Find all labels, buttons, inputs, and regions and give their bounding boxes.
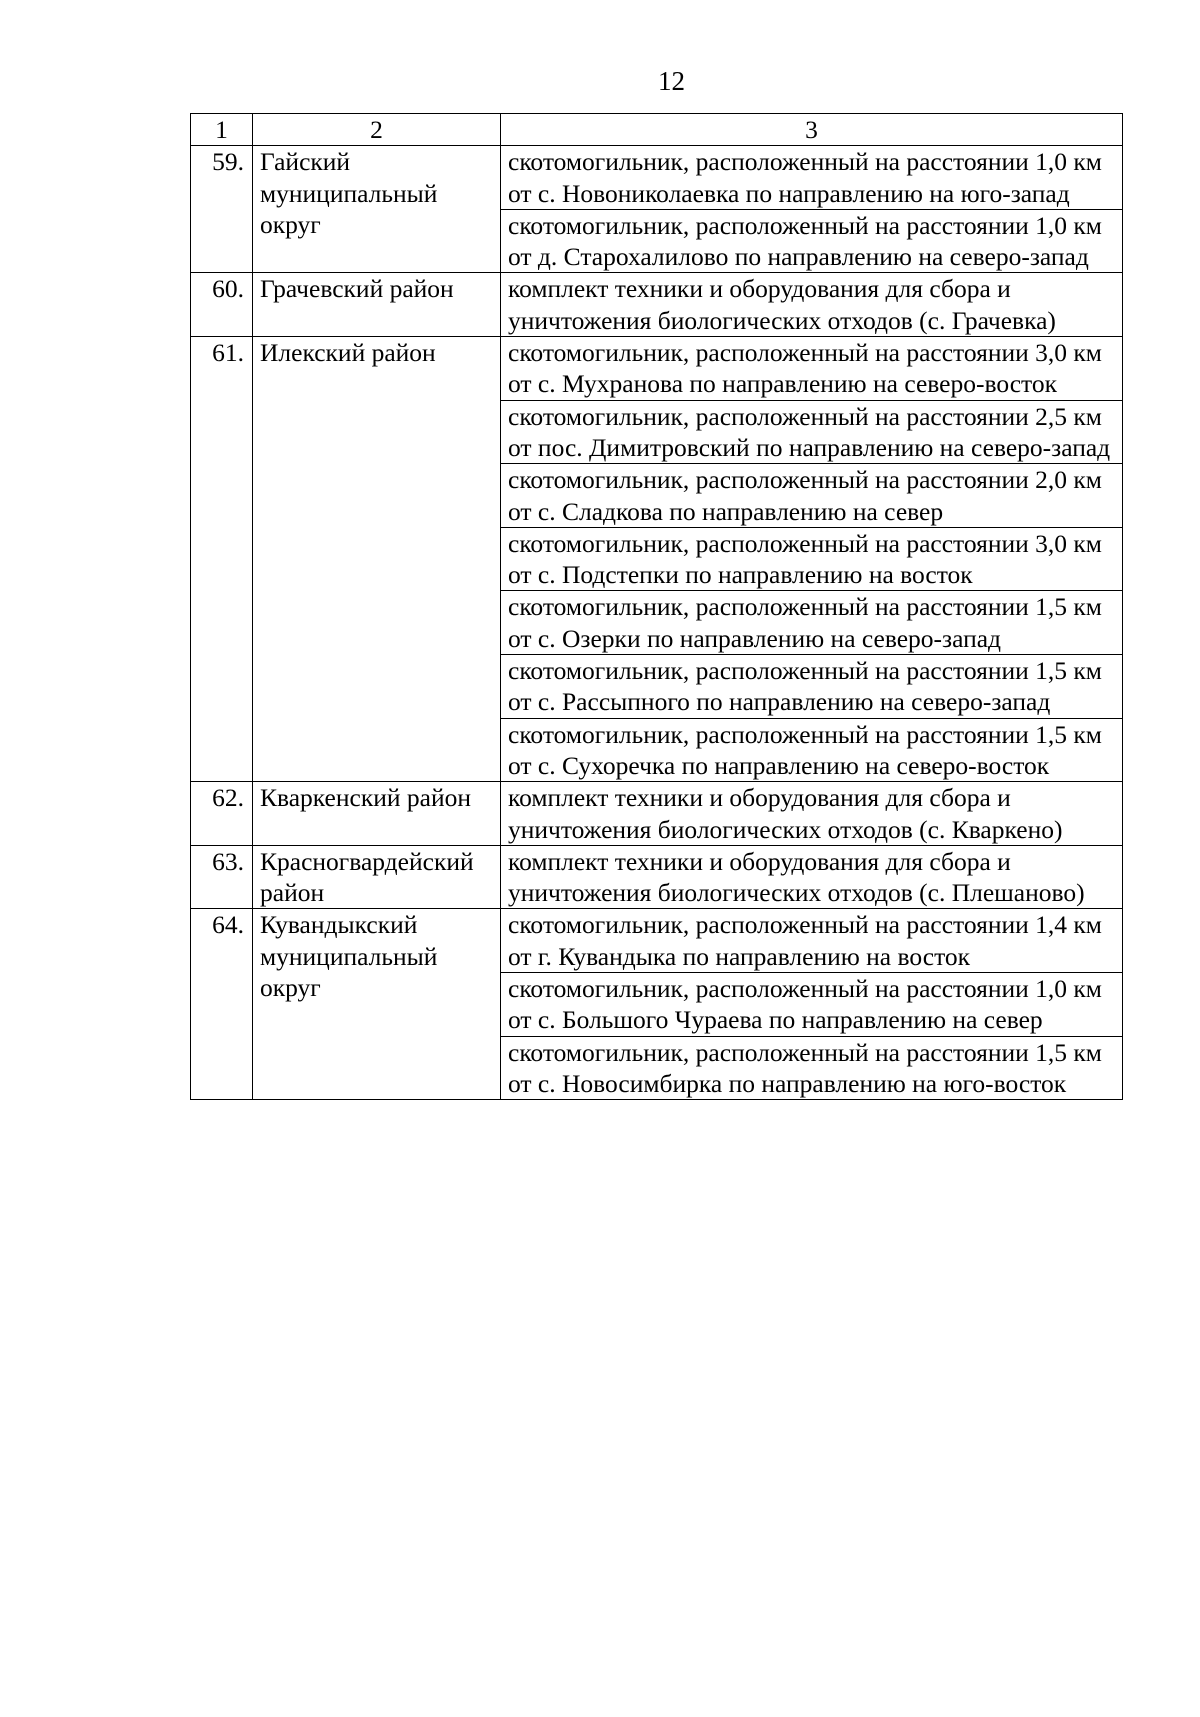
district-name: Красногвардейский район <box>253 845 501 909</box>
object-description: скотомогильник, расположенный на расстоянии 1,0 км от с. Большого Чураева по направлению на север <box>501 973 1123 1037</box>
row-number: 62. <box>191 782 253 846</box>
object-description: скотомогильник, расположенный на расстоянии 1,4 км от г. Кувандыка по направлению на восток <box>501 909 1123 973</box>
object-description: комплект техники и оборудования для сбора и уничтожения биологических отходов (с. Плешаново) <box>501 845 1123 909</box>
object-description: скотомогильник, расположенный на расстоянии 3,0 км от с. Мухранова по направлению на северо-восток <box>501 337 1123 401</box>
header-col-district: 2 <box>253 114 501 146</box>
object-description: скотомогильник, расположенный на расстоянии 1,5 км от с. Озерки по направлению на северо-запад <box>501 591 1123 655</box>
row-number: 60. <box>191 273 253 337</box>
table-row <box>191 845 1123 909</box>
header-row <box>191 114 1123 146</box>
district-name: Гайский муниципальный округ <box>253 146 501 273</box>
row-number: 61. <box>191 337 253 782</box>
sites-table <box>190 113 1123 1100</box>
page-number: 12 <box>658 66 685 96</box>
row-number: 59. <box>191 146 253 273</box>
object-description: скотомогильник, расположенный на расстоянии 3,0 км от с. Подстепки по направлению на восток <box>501 527 1123 591</box>
object-description: скотомогильник, расположенный на расстоянии 1,0 км от д. Старохалилово по направлению на северо-запад <box>501 209 1123 273</box>
row-number: 64. <box>191 909 253 1100</box>
object-description: комплект техники и оборудования для сбора и уничтожения биологических отходов (с. Грачевка) <box>501 273 1123 337</box>
row-number: 63. <box>191 845 253 909</box>
district-name: Грачевский район <box>253 273 501 337</box>
object-description: скотомогильник, расположенный на расстоянии 1,0 км от с. Новониколаевка по направлению на юго-запад <box>501 146 1123 210</box>
table-header <box>191 114 1123 146</box>
table-body <box>191 146 1123 1100</box>
object-description: комплект техники и оборудования для сбора и уничтожения биологических отходов (с. Кваркено) <box>501 782 1123 846</box>
object-description: скотомогильник, расположенный на расстоянии 1,5 км от с. Новосимбирка по направлению на юго-восток <box>501 1036 1123 1100</box>
object-description: скотомогильник, расположенный на расстоянии 2,0 км от с. Сладкова по направлению на север <box>501 464 1123 528</box>
table-row <box>191 146 1123 210</box>
district-name: Кувандыкский муниципальный округ <box>253 909 501 1100</box>
district-name: Илекский район <box>253 337 501 782</box>
header-col-object: 3 <box>501 114 1123 146</box>
object-description: скотомогильник, расположенный на расстоянии 1,5 км от с. Сухоречка по направлению на северо-восток <box>501 718 1123 782</box>
district-name: Кваркенский район <box>253 782 501 846</box>
table-row <box>191 337 1123 401</box>
header-col-number: 1 <box>191 114 253 146</box>
table-row <box>191 782 1123 846</box>
table-row <box>191 273 1123 337</box>
table-row <box>191 909 1123 973</box>
object-description: скотомогильник, расположенный на расстоянии 1,5 км от с. Рассыпного по направлению на северо-запад <box>501 655 1123 719</box>
object-description: скотомогильник, расположенный на расстоянии 2,5 км от пос. Димитровский по направлению на северо-запад <box>501 400 1123 464</box>
